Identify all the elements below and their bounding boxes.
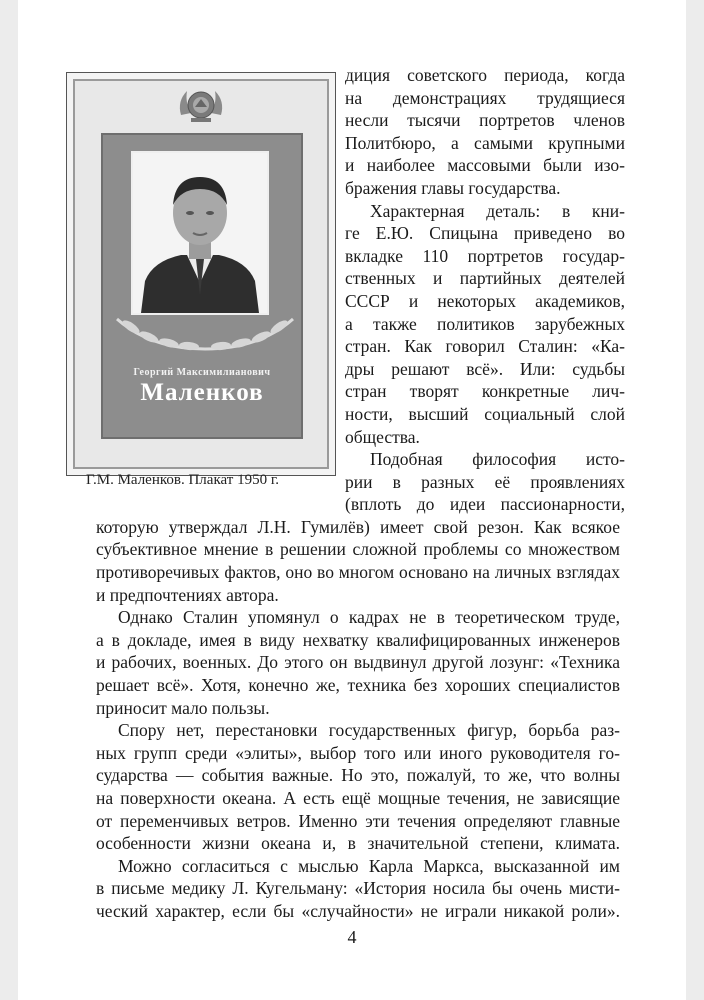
text-line: ческий характер, если бы «случайности» не играли никакой роли». [96, 901, 620, 921]
text-line: дры решают всё». Или: судьбы [345, 358, 625, 379]
text-line: ных групп среди «элиты», выбор того или иного руководителя го- [96, 742, 620, 763]
text-line: от переменчивых ветров. Именно эти течения определяют главные [96, 810, 620, 831]
text-line: вкладке 110 портретов государ- [345, 245, 625, 266]
text-line: Подобная философия исто- [370, 449, 625, 470]
figure-caption: Г.М. Маленков. Плакат 1950 г. [86, 471, 280, 488]
text-line: на демонстрациях трудящиеся [345, 87, 625, 108]
state-emblem-icon [177, 85, 225, 125]
page-number: 4 [347, 927, 357, 947]
text-line: ственных и партийных деятелей [345, 268, 625, 289]
text-line: Спору нет, перестановки государственных фигур, борьба раз- [118, 720, 620, 741]
text-line: Однако Сталин упомянул о кадрах не в теоретическом труде, [118, 607, 620, 628]
text-line: противоречивых фактов, оно во многом основано на личных взглядах [96, 562, 620, 583]
text-line: СССР и некоторых академиков, [345, 290, 625, 311]
text-line: а также политиков зарубежных [345, 313, 625, 334]
portrait-image [133, 153, 267, 313]
text-line: а в докладе, имея в виду нехватку квалифицированных инженеров [96, 629, 620, 650]
text-line: на поверхности океана. А есть ещё мощные течения, не зависящие [96, 788, 620, 809]
text-line: ге Е.Ю. Спицына приведено во [345, 223, 625, 244]
poster-panel [101, 133, 303, 439]
text-line: Политбюро, а самыми крупными [345, 132, 625, 153]
text-line: рии в разных её проявлениях [345, 471, 625, 492]
text-line: и наиболее массовыми были изо- [345, 155, 625, 176]
poster-surname: Маленков [140, 379, 264, 406]
text-line: и рабочих, военных. До этого он выдвинул другой лозунг: «Техника [96, 652, 620, 673]
text-line: приносит мало пользы. [96, 697, 270, 718]
portrait-photo [131, 151, 269, 315]
text-line: (вплоть до идеи пассионарности, [345, 494, 625, 515]
text-line: в письме медику Л. Кугельману: «История носила бы очень мисти- [96, 878, 620, 899]
text-line: которую утверждал Л.Н. Гумилёв) имеет свой резон. Как всякое [96, 516, 620, 537]
text-line: несли тысячи портретов членов [345, 110, 625, 131]
text-line: ности, высший социальный слой [345, 403, 625, 424]
text-line: сударства — события важные. Но это, пожалуй, то же, что волны [96, 765, 620, 786]
text-line: решает всё». Хотя, конечно же, техника без хороших специалистов [96, 675, 620, 696]
text-line: Можно согласиться с мыслью Карла Маркса, высказанной им [118, 855, 620, 876]
text-line: особенности жизни океана и, в значительной степени, климата. [96, 833, 620, 854]
text-line: общества. [345, 426, 420, 447]
poster-frame [73, 79, 329, 469]
text-line: стран творят конкретные лич- [345, 381, 625, 402]
poster-first-names: Георгий Максимилианович [133, 367, 271, 378]
text-line: и предпочтениях автора. [96, 584, 279, 605]
laurel-wreath-icon [111, 309, 299, 353]
text-line: Характерная деталь: в кни- [370, 200, 625, 221]
text-line: диция советского периода, когда [345, 65, 625, 85]
text-line: бражения главы государства. [345, 177, 561, 198]
text-line: стран. Как говорил Сталин: «Ка- [345, 336, 625, 357]
text-line: субъективное мнение в решении сложной проблемы со множеством [96, 539, 620, 560]
poster-figure [66, 72, 336, 476]
